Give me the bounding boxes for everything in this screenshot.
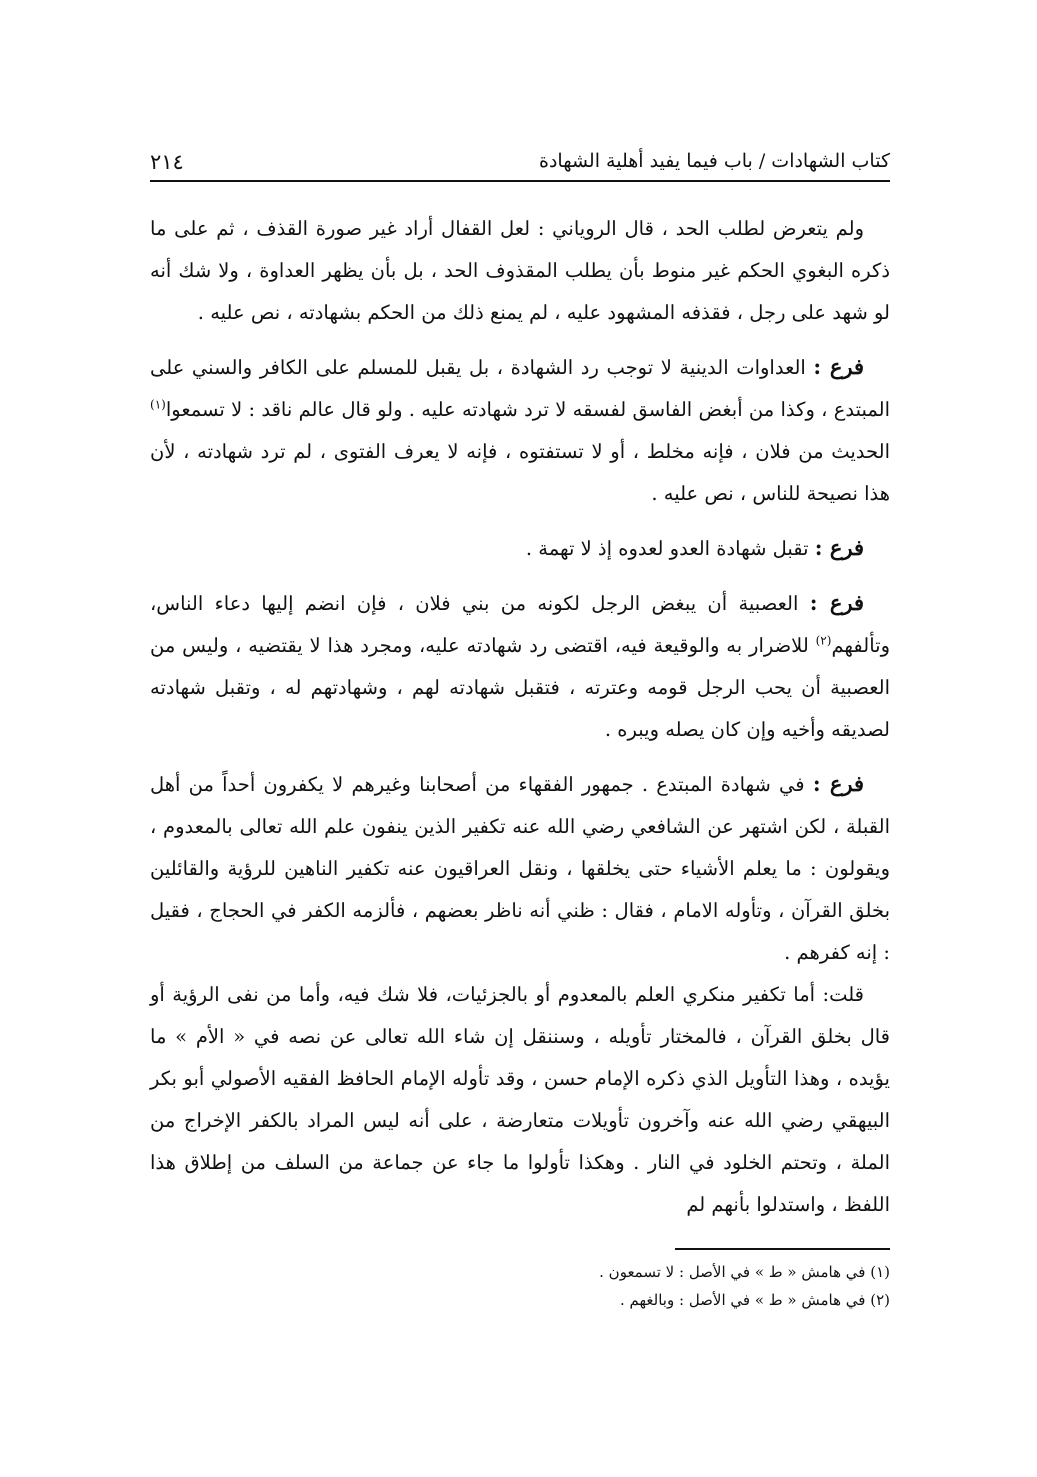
paragraph-text-cont: الحديث من فلان ، فإنه مخلط ، أو لا تستفتوه ، فإنه لا يعرف الفتوى ، لم ترد شهادته ، لأن هذا نصيحة للناس ، نص عليه . <box>150 440 890 505</box>
footnotes <box>150 1258 890 1314</box>
running-header <box>150 140 890 182</box>
paragraph-text: قلت: أما تكفير منكري العلم بالمعدوم أو بالجزئيات، فلا شك فيه، وأما من نفى الرؤية أو قال بخلق القرآن ، فالمختار تأويله ، وسننقل إن شاء الله تعالى عن نصه في « الأم » ما يؤيده ، وهذا التأويل الذي ذكره الإمام حسن ، وقد تأوله الإمام الحافظ الفقيه الأصولي أبو بكر البيهقي رضي الله عنه وآخرون تأويلات متعارضة ، على أنه ليس المراد بالكفر الإخراج من الملة ، وتحتم الخلود في النار . وهكذا تأولوا ما جاء عن جماعة من السلف من إطلاق هذا اللفظ ، واستدلوا بأنهم لم <box>150 983 890 1216</box>
paragraph-far <box>150 582 890 751</box>
paragraph-far <box>150 763 890 974</box>
paragraph <box>150 974 890 1226</box>
paragraph-lead: فرع : <box>814 535 864 560</box>
paragraph-text: العداوات الدينية لا توجب رد الشهادة ، بل يقبل للمسلم على الكافر والسني على المبتدع ، وكذا من أبغض الفاسق لفسقه لا ترد شهادته عليه . ولو قال عالم ناقد : لا تسمعوا <box>150 356 890 421</box>
paragraph-lead: فرع : <box>812 771 865 796</box>
paragraph-text-cont: للاضرار به والوقيعة فيه، اقتضى رد شهادته عليه، ومجرد هذا لا يقتضيه ، وليس من العصبية أن يحب الرجل قومه وعترته ، فتقبل شهادته لهم ، وشهادتهم له ، وتقبل شهادته لصديقه وأخيه وإن كان يصله ويبره . <box>150 634 890 741</box>
footnote-ref: (٢) <box>815 633 832 648</box>
paragraph <box>150 208 890 334</box>
footnote-ref: (١) <box>150 397 166 412</box>
paragraph-text: تقبل شهادة العدو لعدوه إذ لا تهمة . <box>525 537 809 560</box>
paragraph-far <box>150 346 890 515</box>
paragraph-lead: فرع : <box>813 354 865 379</box>
footnote: (٢) في هامش « ط » في الأصل : وبالغهم . <box>620 1291 890 1309</box>
document-page <box>150 140 890 1314</box>
paragraph-lead: فرع : <box>809 590 865 615</box>
body-text <box>150 208 890 1226</box>
paragraph-text: ولم يتعرض لطلب الحد ، قال الروياني : لعل القفال أراد غير صورة القذف ، ثم على ما ذكره البغوي الحكم غير منوط بأن يطلب المقذوف الحد ، بل بأن يظهر العداوة ، ولا شك أنه لو شهد على رجل ، فقذفه المشهود عليه ، لم يمنع ذلك من الحكم بشهادته ، نص عليه . <box>150 217 890 324</box>
paragraph-text: في شهادة المبتدع . جمهور الفقهاء من أصحابنا وغيرهم لا يكفرون أحداً من أهل القبلة ، لكن اشتهر عن الشافعي رضي الله عنه تكفير الذين ينفون علم الله تعالى بالمعدوم ، ويقولون : ما يعلم الأشياء حتى يخلقها ، ونقل العراقيون عنه تكفير الناهين للرؤية والقائلين بخلق القرآن ، وتأوله الامام ، فقال : ظني أنه ناظر بعضهم ، فألزمه الكفر في الحجاج ، فقيل : إنه كفرهم . <box>150 773 890 964</box>
header-title: كتاب الشهادات / باب فيما يفيد أهلية الشهادة <box>539 150 890 172</box>
footnote-separator <box>675 1248 890 1250</box>
paragraph-text: العصبية أن يبغض الرجل لكونه من بني فلان ، فإن انضم إليها دعاء الناس، وتألفهم <box>150 592 890 657</box>
footnote: (١) في هامش « ط » في الأصل : لا تسمعون . <box>599 1263 890 1281</box>
paragraph-far <box>150 527 890 570</box>
page-number: ٢١٤ <box>150 150 184 174</box>
